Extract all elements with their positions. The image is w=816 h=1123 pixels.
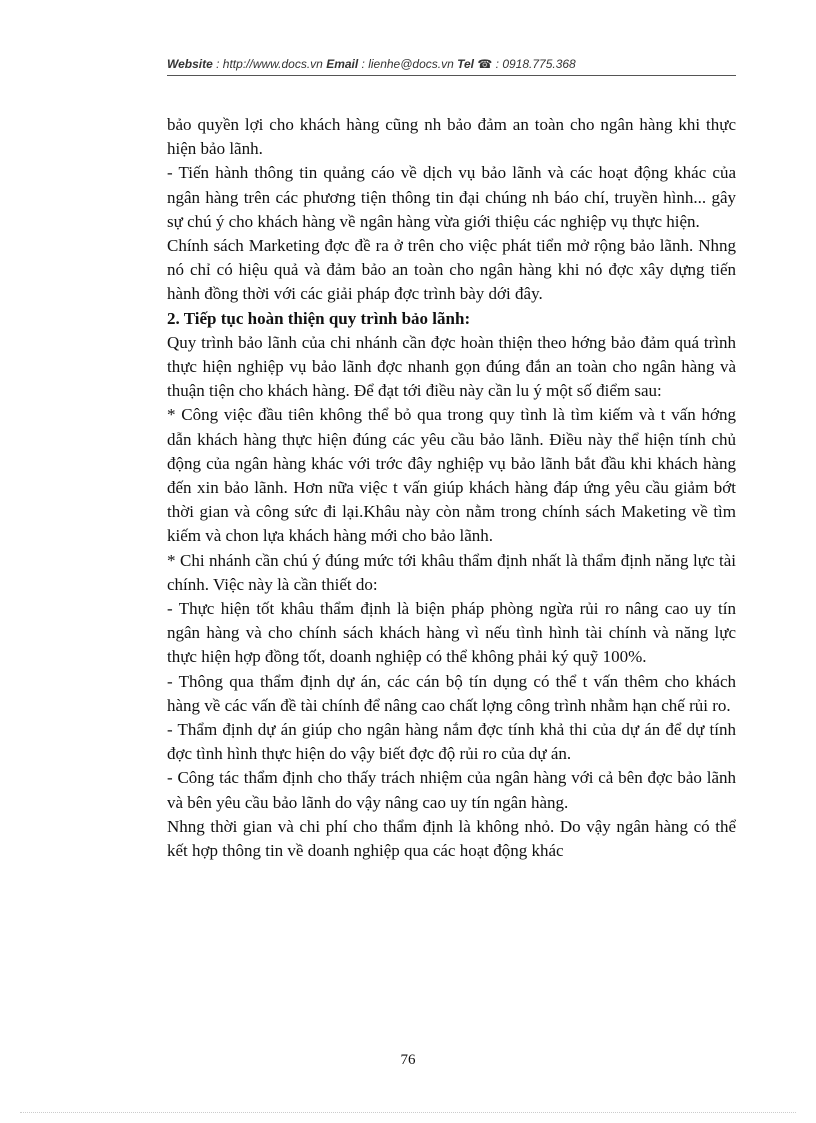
paragraph: Quy trình bảo lãnh của chi nhánh cần đợc hoàn thiện theo hớng bảo đảm quá trình thực hiện nghiệp vụ bảo lãnh đợc nhanh gọn đúng đắn an toàn cho ngân hàng và thuận tiện cho khách hàng. Để đạt tới điều này cần lu ý một số điểm sau: xyxy=(167,332,736,401)
email-value: : lienhe@docs.vn xyxy=(358,57,458,71)
bottom-divider xyxy=(20,1112,796,1113)
paragraph: - Tiến hành thông tin quảng cáo về dịch vụ bảo lãnh và các hoạt động khác của ngân hàng trên các phương tiện thông tin đại chúng nh báo chí, truyền hình... gây sự chú ý cho khách hàng về ngân hàng vừa giới thiệu các nghiệp vụ thực hiện. xyxy=(167,163,736,231)
header-divider xyxy=(167,75,736,76)
tel-value: : 0918.775.368 xyxy=(492,57,576,71)
document-body xyxy=(167,113,736,863)
page-number: 76 xyxy=(400,1052,416,1068)
paragraph: - Thông qua thẩm định dự án, các cán bộ tín dụng có thể t vấn thêm cho khách hàng về các vấn đề tài chính để nâng cao chất lợng công trình nhằm hạn chế rủi ro. xyxy=(167,671,736,715)
website-value: : http://www.docs.vn xyxy=(212,57,327,71)
section-heading: 2. Tiếp tục hoàn thiện quy trình bảo lãnh: xyxy=(167,308,471,328)
paragraph: - Công tác thẩm định cho thấy trách nhiệm của ngân hàng với cả bên đợc bảo lãnh và bên yêu cầu bảo lãnh do vậy nâng cao uy tín ngân hàng. xyxy=(167,768,736,812)
phone-icon: ☎ xyxy=(477,57,493,71)
website-label: Website xyxy=(167,57,213,71)
paragraph: bảo quyền lợi cho khách hàng cũng nh bảo đảm an toàn cho ngân hàng khi thực hiện bảo lãnh. xyxy=(167,115,736,159)
paragraph: * Chi nhánh cần chú ý đúng mức tới khâu thẩm định nhất là thẩm định năng lực tài chính. Việc này là cần thiết do: xyxy=(167,550,736,594)
paragraph: Chính sách Marketing đợc đề ra ở trên cho việc phát tiển mở rộng bảo lãnh. Nhng nó chỉ có hiệu quả và đảm bảo an toàn cho ngân hàng khi nó đợc xây dựng tiến hành đồng thời với các giải pháp đợc trình bày dới đây. xyxy=(167,236,736,304)
paragraph: Nhng thời gian và chi phí cho thẩm định là không nhỏ. Do vậy ngân hàng có thể kết hợp thông tin về doanh nghiệp qua các hoạt động khác xyxy=(167,816,736,861)
email-label: Email xyxy=(326,57,359,71)
paragraph: - Thực hiện tốt khâu thẩm định là biện pháp phòng ngừa rủi ro nâng cao uy tín ngân hàng và cho chính sách khách hàng vì nếu tình hình tài chính và năng lực thực hiện hợp đồng tốt, doanh nghiệp có thể không phải ký quỹ 100%. xyxy=(167,599,736,667)
tel-label: Tel xyxy=(457,57,475,71)
paragraph: * Công việc đầu tiên không thể bỏ qua trong quy tình là tìm kiếm và t vấn hớng dẫn khách hàng thực hiện đúng các yêu cầu bảo lãnh. Điều này thể hiện tính chủ động của ngân hàng khác với trớc đây nghiệp vụ bảo lãnh bắt đầu khi khách hàng đến xin bảo lãnh. Hơn nữa việc t vấn giúp khách hàng đáp ứng yêu cầu giảm bớt thời gian và công sức đi lại.Khâu này còn nằm trong chính sách Maketing về tìm kiếm và chon lựa khách hàng mới cho bảo lãnh. xyxy=(167,405,736,546)
page-header xyxy=(167,56,647,72)
paragraph: - Thẩm định dự án giúp cho ngân hàng nắm đợc tính khả thi của dự án để dự tính đợc tình hình thực hiện do vậy biết đợc độ rủi ro của dự án. xyxy=(167,720,736,764)
